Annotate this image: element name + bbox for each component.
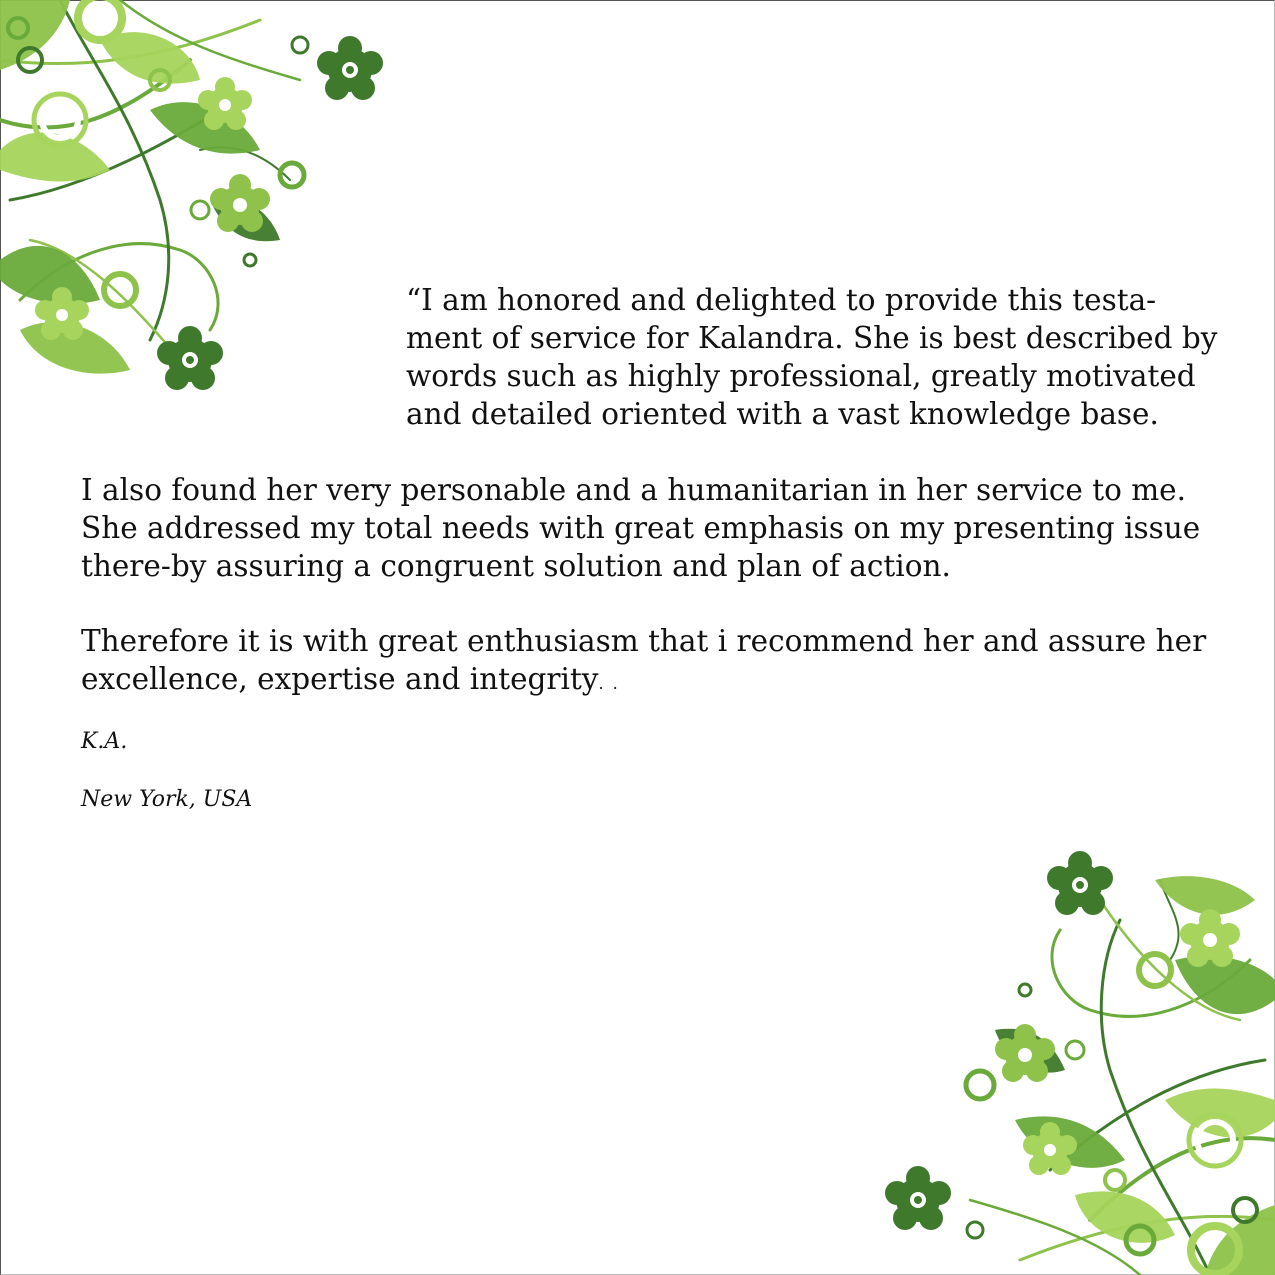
floral-corner-bottom-right-icon [870, 840, 1275, 1275]
text-line-content: excellence, expertise and integrity [81, 662, 599, 696]
text-line: Therefore it is with great enthusiasm that i recommend her and assure her [81, 624, 1207, 658]
testimonial-paragraph-2 [81, 471, 1200, 585]
text-line: “I am honored and delighted to provide this testa- [406, 283, 1157, 317]
text-line [81, 660, 1206, 703]
text-line: words such as highly professional, greatly motivated [406, 359, 1196, 393]
text-line: ment of service for Kalandra. She is best described by [406, 321, 1218, 355]
text-line: She addressed my total needs with great emphasis on my presenting issue [81, 511, 1201, 545]
testimonial-paragraph-1 [406, 281, 1217, 433]
trailing-dots: . . [598, 674, 620, 693]
signature-location: New York, USA [81, 787, 253, 812]
testimonial-paragraph-3 [81, 622, 1206, 703]
text-line: there-by assuring a congruent solution and plan of action. [81, 549, 951, 583]
floral-corner-top-left-icon [0, 0, 400, 410]
text-line: I also found her very personable and a humanitarian in her service to me. [81, 473, 1187, 507]
signature-initials: K.A. [81, 729, 128, 754]
text-line: and detailed oriented with a vast knowledge base. [406, 397, 1159, 431]
